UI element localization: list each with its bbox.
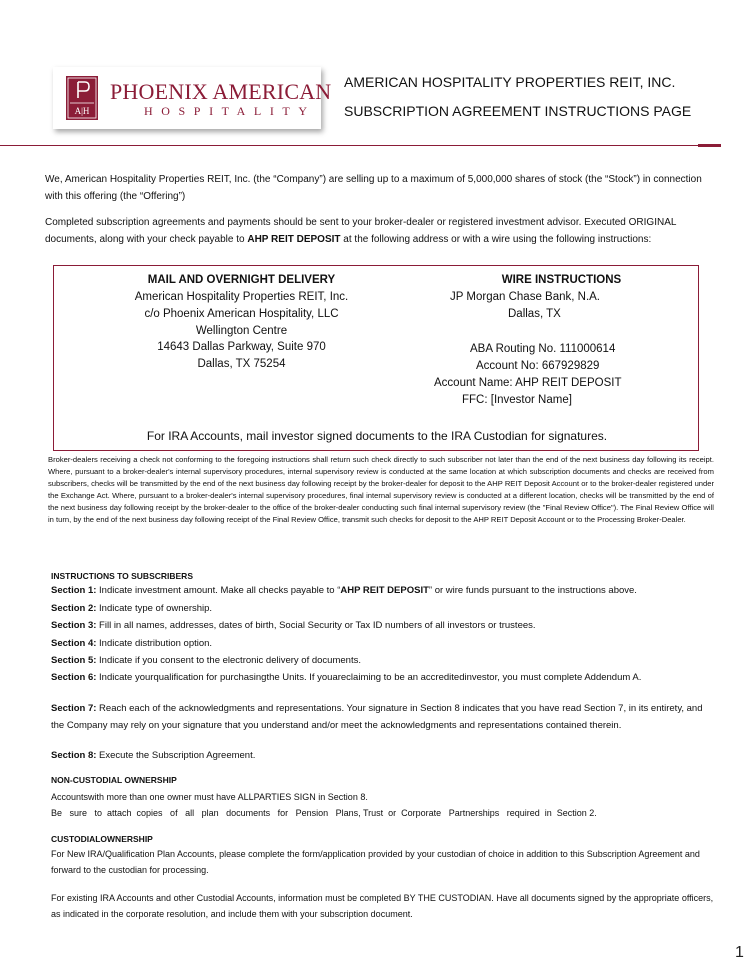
intro-paragraph-2 bbox=[45, 214, 711, 248]
custodial-paragraph-1: For New IRA/Qualification Plan Accounts, please complete the form/application provided by your custodian of choice in addition to this Subscription Agreement and forward to the custodian for processing. bbox=[51, 849, 700, 875]
document-title: AMERICAN HOSPITALITY PROPERTIES REIT, INC. bbox=[344, 74, 676, 90]
header-divider bbox=[0, 145, 721, 146]
section-label: Section 6: bbox=[51, 672, 97, 683]
logo-emblem-icon bbox=[66, 76, 98, 120]
section-6 bbox=[51, 669, 715, 686]
mail-line: Wellington Centre bbox=[195, 325, 288, 337]
mail-title: MAIL AND OVERNIGHT DELIVERY bbox=[147, 274, 336, 286]
section-label: Section 3: bbox=[51, 620, 97, 631]
section-text: Reach each of the acknowledgments and representations. Your signature in Section 8 indicates that you have read Section 7, in its entirety, and the Company may rely on your signature that you understand and/or meet the acknowledgments and representations contained therein. bbox=[51, 703, 703, 732]
instructions-heading: INSTRUCTIONS TO SUBSCRIBERS bbox=[51, 571, 193, 581]
logo-subtitle: HOSPITALITY bbox=[144, 104, 316, 118]
section-label: Section 7: bbox=[51, 703, 97, 714]
logo-name: PHOENIX AMERICAN bbox=[110, 79, 332, 104]
section-text: Indicate investment amount. Make all checks payable to “ bbox=[96, 585, 341, 596]
section-text: Fill in all names, addresses, dates of birth, Social Security or Tax ID numbers of all investors or trustees. bbox=[96, 620, 536, 631]
wire-aba: ABA Routing No. 111000614 bbox=[470, 343, 616, 355]
section-label: Section 1: bbox=[51, 585, 97, 596]
non-custodial-line-2: Be sure to attach copies of all plan documents for Pension Plans, Trust or Corporate Partnerships required in Section 2. bbox=[51, 808, 597, 818]
broker-dealer-fine-print: Broker-dealers receiving a check not conforming to the foregoing instructions shall return such check directly to such subscriber not later than the end of the next business day following its receipt. Where, pursuant to a broker-dealer's internal supervisory procedures, internal supervisory review is conducted at the same location at which subscription documents and checks are received from subscribers, checks will be transmitted by the end of the next business day following receipt by the broker-dealer for deposit to the AHP REIT Deposit Account or to the broker-dealer registered under the Exchange Act. Where, pursuant to a broker-dealer's internal supervisory procedures, final internal supervisory review is conducted at a different location, checks will be transmitted by the end of the next business day following receipt by the broker-dealer to the office of the broker-dealer conducting such final internal supervisory review (the "Final Review Office"). The Final Review Office will in turn, by the end of the next business day following receipt of the Final Review Office, transmit such checks for deposit to the AHP REIT Deposit Account or to the Processing Broker-Dealer. bbox=[48, 455, 714, 525]
section-text: Indicate yourqualification for purchasingthe Units. If youareclaiming to be an accreditedinvestor, you must complete Addendum A. bbox=[96, 672, 642, 683]
wire-account-number: Account No: 667929829 bbox=[476, 360, 600, 372]
company-logo bbox=[53, 67, 332, 129]
mail-line: Dallas, TX 75254 bbox=[197, 358, 286, 370]
non-custodial-heading: NON-CUSTODIAL OWNERSHIP bbox=[51, 775, 177, 785]
delivery-instructions-box bbox=[53, 265, 699, 451]
mail-line: c/o Phoenix American Hospitality, LLC bbox=[144, 308, 339, 320]
section-2 bbox=[51, 600, 715, 617]
ira-note: For IRA Accounts, mail investor signed documents to the IRA Custodian for signatures. bbox=[146, 429, 608, 443]
section-label: Section 4: bbox=[51, 638, 97, 649]
mail-line: 14643 Dallas Parkway, Suite 970 bbox=[157, 341, 326, 353]
wire-title: WIRE INSTRUCTIONS bbox=[501, 274, 622, 286]
payee-name: AHP REIT DEPOSIT bbox=[247, 234, 341, 245]
logo-mark bbox=[66, 76, 98, 120]
section-text: Indicate distribution option. bbox=[96, 638, 213, 649]
intro-paragraph-1: We, American Hospitality Properties REIT, Inc. (the “Company”) are selling up to a maximum of 5,000,000 shares of stock (the “Stock”) in connection with this offering (the “Offering”) bbox=[45, 174, 702, 202]
section-7 bbox=[51, 700, 715, 735]
custodial-heading: CUSTODIALOWNERSHIP bbox=[51, 834, 153, 844]
section-text-end: ” or wire funds pursuant to the instructions above. bbox=[428, 585, 637, 596]
section-4 bbox=[51, 635, 715, 652]
intro-text: Completed subscription agreements and payments should be sent to your broker-dealer or registered investment advisor. Executed ORIGINAL documents, along with your check payable to bbox=[45, 217, 677, 245]
wire-bank: JP Morgan Chase Bank, N.A. bbox=[450, 291, 600, 303]
section-label: Section 8: bbox=[51, 750, 97, 761]
logo-mark-text: A|H bbox=[74, 106, 90, 116]
non-custodial-line-1: Accountswith more than one owner must have ALLPARTIES SIGN in Section 8. bbox=[51, 792, 368, 802]
section-text: Execute the Subscription Agreement. bbox=[96, 750, 256, 761]
wire-ffc: FFC: [Investor Name] bbox=[462, 394, 572, 406]
wire-account-name: Account Name: AHP REIT DEPOSIT bbox=[434, 377, 622, 389]
document-subtitle: SUBSCRIPTION AGREEMENT INSTRUCTIONS PAGE bbox=[344, 103, 692, 119]
intro-text-end: at the following address or with a wire using the following instructions: bbox=[340, 234, 652, 245]
section-label: Section 5: bbox=[51, 655, 97, 666]
section-5 bbox=[51, 652, 715, 669]
section-8 bbox=[51, 747, 715, 764]
page-number: 1 bbox=[735, 944, 744, 961]
header-divider-accent bbox=[698, 144, 721, 147]
section-text: Indicate if you consent to the electronic delivery of documents. bbox=[96, 655, 361, 666]
section-label: Section 2: bbox=[51, 603, 97, 614]
custodial-paragraph-2: For existing IRA Accounts and other Custodial Accounts, information must be completed BY THE CUSTODIAN. Have all documents signed by the appropriate officers, as indicated in the corporate resolution, and include them with your subscription document. bbox=[51, 893, 714, 919]
payee-name: AHP REIT DEPOSIT bbox=[340, 585, 429, 596]
section-3 bbox=[51, 617, 715, 634]
section-text: Indicate type of ownership. bbox=[96, 603, 213, 614]
mail-line: American Hospitality Properties REIT, Inc. bbox=[134, 291, 349, 303]
section-1 bbox=[51, 582, 715, 599]
wire-city: Dallas, TX bbox=[508, 308, 561, 320]
